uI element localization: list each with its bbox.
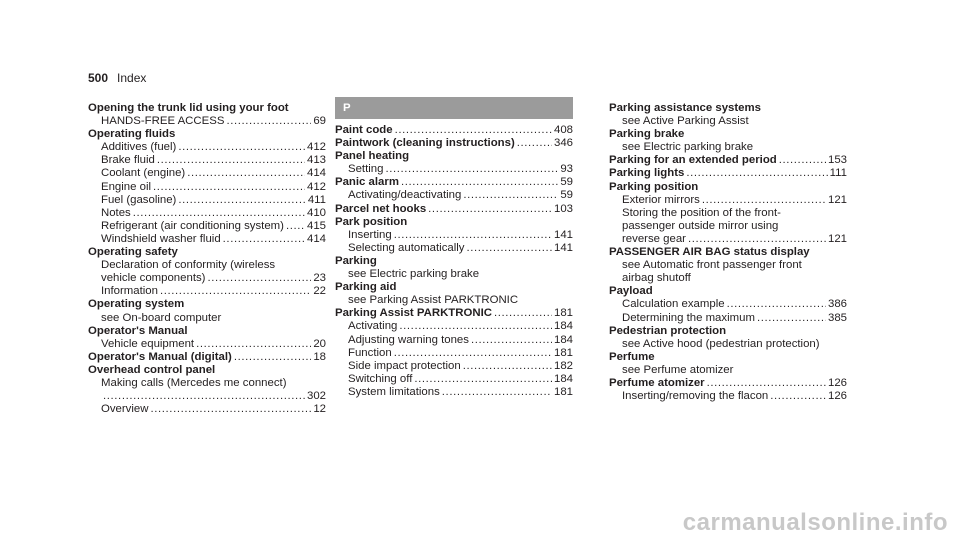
index-term: Parking aid	[335, 281, 397, 294]
index-subentry-line: passenger outside mirror using	[622, 219, 779, 232]
index-subentry[interactable]: Adjusting warning tones ..... 184	[348, 334, 573, 347]
index-subentry[interactable]: ..... 302	[101, 390, 326, 403]
index-term-row[interactable]: Parking lights ..... 111	[609, 167, 847, 180]
index-subentry[interactable]: Inserting/removing the flacon ..... 126	[622, 390, 847, 403]
index-subentry[interactable]: Additives (fuel) ..... 412	[101, 141, 326, 154]
index-subentry[interactable]: Refrigerant (air conditioning system) ..... 415	[101, 220, 326, 233]
index-entry	[609, 128, 847, 154]
index-subentry[interactable]: Side impact protection ..... 182	[348, 360, 573, 373]
see-reference[interactable]: see Electric parking brake	[348, 268, 480, 281]
index-entry	[609, 102, 847, 128]
index-subentry[interactable]: Setting ..... 93	[348, 163, 573, 176]
index-term: Parking	[335, 254, 377, 267]
index-term-row[interactable]: Paint code ..... 408	[335, 124, 573, 137]
index-subentry[interactable]: Engine oil ..... 412	[101, 181, 326, 194]
index-entry	[335, 255, 573, 281]
index-entry	[609, 325, 847, 351]
index-entry	[609, 181, 847, 246]
index-term: Payload	[609, 285, 653, 298]
index-entry	[88, 325, 326, 351]
index-entry	[335, 216, 573, 255]
see-reference[interactable]: see Active hood (pedestrian protection)	[622, 337, 820, 350]
index-subentry[interactable]: Exterior mirrors ..... 121	[622, 194, 847, 207]
see-reference-cont: airbag shutoff	[622, 272, 691, 285]
index-entry	[609, 377, 847, 403]
index-subentry[interactable]: Windshield washer fluid ..... 414	[101, 233, 326, 246]
page-number: 500	[88, 71, 109, 85]
index-term-row[interactable]: Paintwork (cleaning instructions) ..... 346	[335, 137, 573, 150]
index-subentry[interactable]: Function ..... 181	[348, 347, 573, 360]
index-subentry[interactable]: Activating ..... 184	[348, 320, 573, 333]
index-column-1	[88, 102, 326, 416]
index-term: PASSENGER AIR BAG status display	[609, 246, 810, 259]
index-subentry[interactable]: Activating/deactivating ..... 59	[348, 189, 573, 202]
index-term-row[interactable]: Parcel net hooks ..... 103	[335, 203, 573, 216]
index-entry	[335, 176, 573, 202]
index-term: Overhead control panel	[88, 363, 216, 376]
index-subentry[interactable]: System limitations ..... 181	[348, 386, 573, 399]
index-term: Panel heating	[335, 150, 410, 163]
section-title: Index	[117, 71, 147, 85]
index-entry	[88, 128, 326, 246]
letter-heading: P	[335, 97, 573, 119]
index-term: Opening the trunk lid using your foot	[88, 102, 289, 114]
see-reference[interactable]: see Perfume atomizer	[622, 363, 734, 376]
index-entry	[88, 298, 326, 324]
see-reference[interactable]: see Automatic front passenger front	[622, 259, 802, 272]
index-subentry[interactable]: Brake fluid ..... 413	[101, 154, 326, 167]
index-term: Park position	[335, 215, 408, 228]
index-subentry[interactable]: Notes ..... 410	[101, 207, 326, 220]
index-term: Operating fluids	[88, 128, 176, 141]
index-subentry-line: Declaration of conformity (wireless	[101, 259, 276, 272]
index-subentry[interactable]: Fuel (gasoline) ..... 411	[101, 194, 326, 207]
index-term-row[interactable]: Parking for an extended period ..... 153	[609, 154, 847, 167]
index-subentry[interactable]: Calculation example ..... 386	[622, 298, 847, 311]
watermark: carmanualsonline.info	[682, 508, 948, 536]
index-term-row[interactable]: Panic alarm ..... 59	[335, 176, 573, 189]
index-subentry[interactable]: vehicle components) ..... 23	[101, 272, 326, 285]
index-entry	[609, 351, 847, 377]
index-entry	[88, 364, 326, 416]
index-column-3	[609, 102, 847, 403]
index-term: Parking position	[609, 180, 699, 193]
index-subentry-line: Making calls (Mercedes me connect)	[101, 376, 287, 389]
index-subentry[interactable]: reverse gear ..... 121	[622, 233, 847, 246]
index-subentry-line: Storing the position of the front-	[622, 206, 781, 219]
index-entry	[335, 281, 573, 307]
index-term-row[interactable]: Perfume atomizer ..... 126	[609, 377, 847, 390]
index-term: Parking assistance systems	[609, 102, 761, 114]
index-term: Operator's Manual	[88, 324, 188, 337]
index-entry	[335, 150, 573, 176]
see-reference[interactable]: see Active Parking Assist	[622, 115, 749, 128]
index-subentry[interactable]: Information ..... 22	[101, 285, 326, 298]
index-entry	[335, 307, 573, 399]
index-term-row[interactable]: Operator's Manual (digital) ..... 18	[88, 351, 326, 364]
index-subentry[interactable]: Vehicle equipment ..... 20	[101, 338, 326, 351]
index-term: Operating safety	[88, 246, 178, 259]
index-term: Pedestrian protection	[609, 324, 727, 337]
see-reference[interactable]: see Electric parking brake	[622, 141, 754, 154]
index-subentry[interactable]: Switching off ..... 184	[348, 373, 573, 386]
index-entry	[609, 246, 847, 285]
index-entry	[88, 351, 326, 364]
page-header	[88, 72, 388, 86]
index-subentry[interactable]: Overview ..... 12	[101, 403, 326, 416]
index-term: Operating system	[88, 298, 185, 311]
index-term: Perfume	[609, 350, 655, 363]
index-subentry[interactable]: Determining the maximum ..... 385	[622, 312, 847, 325]
see-reference[interactable]: see On-board computer	[101, 311, 222, 324]
index-term-row[interactable]: Parking Assist PARKTRONIC ..... 181	[335, 307, 573, 320]
index-term: Parking brake	[609, 128, 685, 141]
index-subentry[interactable]: HANDS-FREE ACCESS ..... 69	[101, 115, 326, 128]
index-entry	[609, 285, 847, 324]
index-subentry[interactable]: Coolant (engine) ..... 414	[101, 167, 326, 180]
index-subentry[interactable]: Inserting ..... 141	[348, 229, 573, 242]
index-entry	[88, 246, 326, 298]
see-reference[interactable]: see Parking Assist PARKTRONIC	[348, 294, 519, 307]
index-entry	[88, 102, 326, 128]
index-column-2	[335, 97, 573, 399]
index-subentry[interactable]: Selecting automatically ..... 141	[348, 242, 573, 255]
